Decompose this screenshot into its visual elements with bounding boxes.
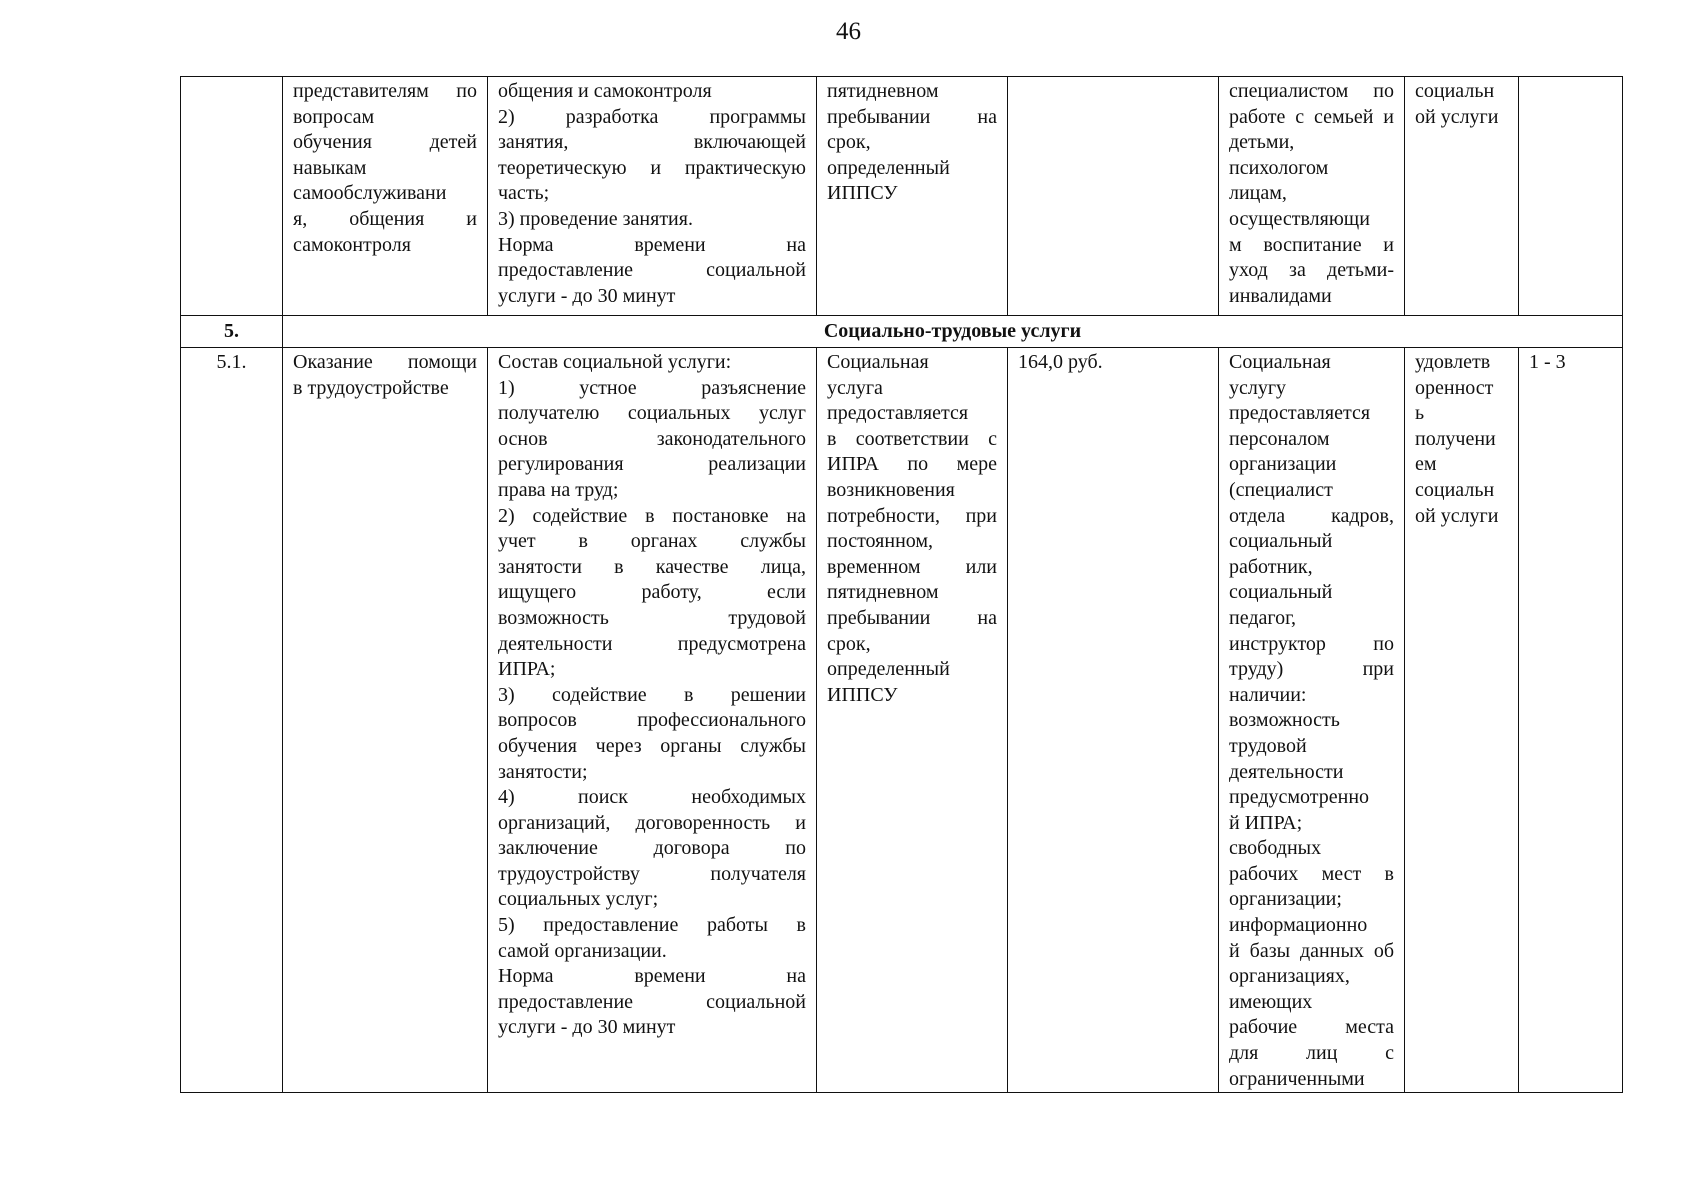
text-line: ИППСУ	[827, 182, 898, 205]
text-line: 1) устное разъяснение	[498, 376, 806, 399]
text-line: лицам,	[1229, 182, 1287, 205]
text-line: определенный	[827, 156, 950, 179]
text-line: учет в органах службы	[498, 530, 806, 553]
section-row	[181, 316, 1623, 348]
text-line: социальн	[1415, 478, 1495, 501]
cell-service-content	[488, 348, 817, 1093]
text-line: навыкам	[293, 156, 367, 179]
text-line: деятельности предусмотрена	[498, 632, 806, 655]
text-line: возникновения	[827, 478, 955, 501]
text-line: организации	[1229, 453, 1337, 476]
text-line: уход за детьми-	[1229, 259, 1394, 282]
text-line: специалистом по	[1229, 80, 1394, 102]
text-line: деятельности	[1229, 760, 1344, 783]
cell-service-conditions	[817, 77, 1008, 316]
text-line: пребывании на	[827, 606, 997, 629]
text-line: организации;	[1229, 888, 1342, 911]
text-line: ем	[1415, 453, 1437, 476]
text-line: трудоустройству получателя	[498, 862, 806, 885]
text-line: предусмотренно	[1229, 786, 1370, 809]
text-line: самоконтроля	[293, 233, 411, 256]
text-line: самой организации.	[498, 939, 667, 962]
text-line: м воспитание и	[1229, 233, 1394, 256]
text-line: ИПРА;	[498, 658, 556, 681]
text-line: общения и самоконтроля	[498, 80, 712, 102]
cell-price-empty	[1008, 77, 1219, 316]
text-line: регулирования реализации	[498, 453, 806, 476]
text-line: возможность трудовой	[498, 606, 806, 629]
text-line: пятидневном	[827, 80, 939, 102]
text-line: потребности, при	[827, 504, 997, 527]
text-line: педагог,	[1229, 606, 1297, 629]
text-line: вопросам	[293, 105, 375, 128]
text-line: ИПРА по мере	[827, 453, 997, 476]
text-line: ИППСУ	[827, 683, 898, 706]
text-line: социальный	[1229, 530, 1333, 553]
text-line: 2) разработка программы	[498, 105, 806, 128]
cell-price	[1008, 348, 1219, 1093]
table-row-5-1	[181, 348, 1623, 1093]
text-line: удовлетв	[1415, 351, 1491, 373]
text-line: теоретическую и практическую	[498, 156, 806, 179]
text-line: ой услуги	[1415, 105, 1499, 128]
text-line: 3) содействие в решении	[498, 683, 806, 706]
text-line: наличии:	[1229, 683, 1307, 706]
text-line: социальн	[1415, 80, 1495, 102]
text-line: в соответствии с	[827, 427, 997, 450]
text-line: инструктор по	[1229, 632, 1394, 655]
text-line: Состав социальной услуги:	[498, 351, 732, 373]
text-line: Социальная	[827, 351, 929, 373]
text-line: занятия, включающей	[498, 131, 806, 154]
cell-service-conditions	[817, 348, 1008, 1093]
text-line: предоставление социальной	[498, 259, 806, 282]
text-line: обучения детей	[293, 131, 477, 154]
cell-service-provider	[1219, 77, 1405, 316]
text-line: организаций, договоренность и	[498, 811, 806, 834]
text-line: услуга	[827, 376, 883, 399]
cell-service-provider	[1219, 348, 1405, 1093]
cell-number-empty	[181, 77, 283, 316]
text-line: 164,0 руб.	[1018, 351, 1103, 373]
text-line: детьми,	[1229, 131, 1295, 154]
services-table	[180, 76, 1623, 1093]
text-line: отдела кадров,	[1229, 504, 1394, 527]
cell-service-criteria	[1405, 77, 1519, 316]
text-line: временном или	[827, 555, 997, 578]
text-line: вопросов профессионального	[498, 709, 806, 732]
text-line: предоставляется	[1229, 402, 1371, 425]
text-line: услуги - до 30 минут	[498, 284, 676, 307]
text-line: социальных услуг;	[498, 888, 659, 911]
text-line: осуществляющи	[1229, 207, 1370, 230]
text-line: имеющих	[1229, 990, 1313, 1013]
text-line: работе с семьей и	[1229, 105, 1394, 128]
section-number: 5.	[181, 316, 283, 348]
text-line: свободных	[1229, 837, 1322, 860]
text-line: Оказание помощи	[293, 351, 477, 373]
text-line: представителям по	[293, 80, 477, 102]
cell-service-name	[283, 348, 488, 1093]
text-line: Норма времени на	[498, 965, 806, 988]
text-line: я, общения и	[293, 207, 477, 230]
text-line: возможность	[1229, 709, 1340, 732]
text-line: занятости в качестве лица,	[498, 555, 806, 578]
text-line: заключение договора по	[498, 837, 806, 860]
text-line: предоставление социальной	[498, 990, 806, 1013]
text-line: определенный	[827, 658, 950, 681]
text-line: трудовой	[1229, 734, 1307, 757]
text-line: занятости;	[498, 760, 588, 783]
table-row-continued	[181, 77, 1623, 316]
text-line: 1 - 3	[1529, 351, 1566, 373]
text-line: права на труд;	[498, 478, 619, 501]
text-line: предоставляется	[827, 402, 969, 425]
text-line: 5) предоставление работы в	[498, 914, 806, 937]
text-line: персоналом	[1229, 427, 1330, 450]
text-line: психологом	[1229, 156, 1329, 179]
text-line: труду) при	[1229, 658, 1394, 681]
text-line: услугу	[1229, 376, 1287, 399]
text-line: рабочие места	[1229, 1016, 1394, 1039]
text-line: пребывании на	[827, 105, 997, 128]
text-line: Норма времени на	[498, 233, 806, 256]
text-line: для лиц с	[1229, 1042, 1394, 1065]
text-line: й ИПРА;	[1229, 811, 1303, 834]
text-line: в трудоустройстве	[293, 376, 449, 399]
text-line: пятидневном	[827, 581, 939, 604]
text-line: Социальная	[1229, 351, 1331, 373]
text-line: социальный	[1229, 581, 1333, 604]
text-line: 4) поиск необходимых	[498, 786, 806, 809]
text-line: ь	[1415, 402, 1425, 425]
text-line: й базы данных об	[1229, 939, 1394, 962]
text-line: услуги - до 30 минут	[498, 1016, 676, 1039]
cell-term	[1519, 348, 1623, 1093]
text-line: оренност	[1415, 376, 1494, 399]
text-line: 2) содействие в постановке на	[498, 504, 806, 527]
text-line: получателю социальных услуг	[498, 402, 806, 425]
text-line: информационно	[1229, 914, 1368, 937]
text-line: 3) проведение занятия.	[498, 207, 693, 230]
cell-term-empty	[1519, 77, 1623, 316]
page-number: 46	[836, 18, 861, 45]
text-line: часть;	[498, 182, 550, 205]
text-line: ой услуги	[1415, 504, 1499, 527]
cell-service-content	[488, 77, 817, 316]
text-line: получени	[1415, 427, 1496, 450]
text-line: работник,	[1229, 555, 1313, 578]
section-title: Социально-трудовые услуги	[283, 316, 1623, 348]
cell-service-criteria	[1405, 348, 1519, 1093]
cell-number: 5.1.	[181, 348, 283, 1093]
text-line: организациях,	[1229, 965, 1350, 988]
text-line: срок,	[827, 131, 871, 154]
text-line: ограниченными	[1229, 1067, 1365, 1090]
text-line: основ законодательного	[498, 427, 806, 450]
text-line: самообслуживани	[293, 182, 447, 205]
text-line: инвалидами	[1229, 284, 1332, 307]
text-line: обучения через органы службы	[498, 734, 806, 757]
text-line: ищущего работу, если	[498, 581, 806, 604]
text-line: (специалист	[1229, 478, 1333, 501]
text-line: постоянном,	[827, 530, 934, 553]
text-line: рабочих мест в	[1229, 862, 1394, 885]
cell-service-name	[283, 77, 488, 316]
text-line: срок,	[827, 632, 871, 655]
